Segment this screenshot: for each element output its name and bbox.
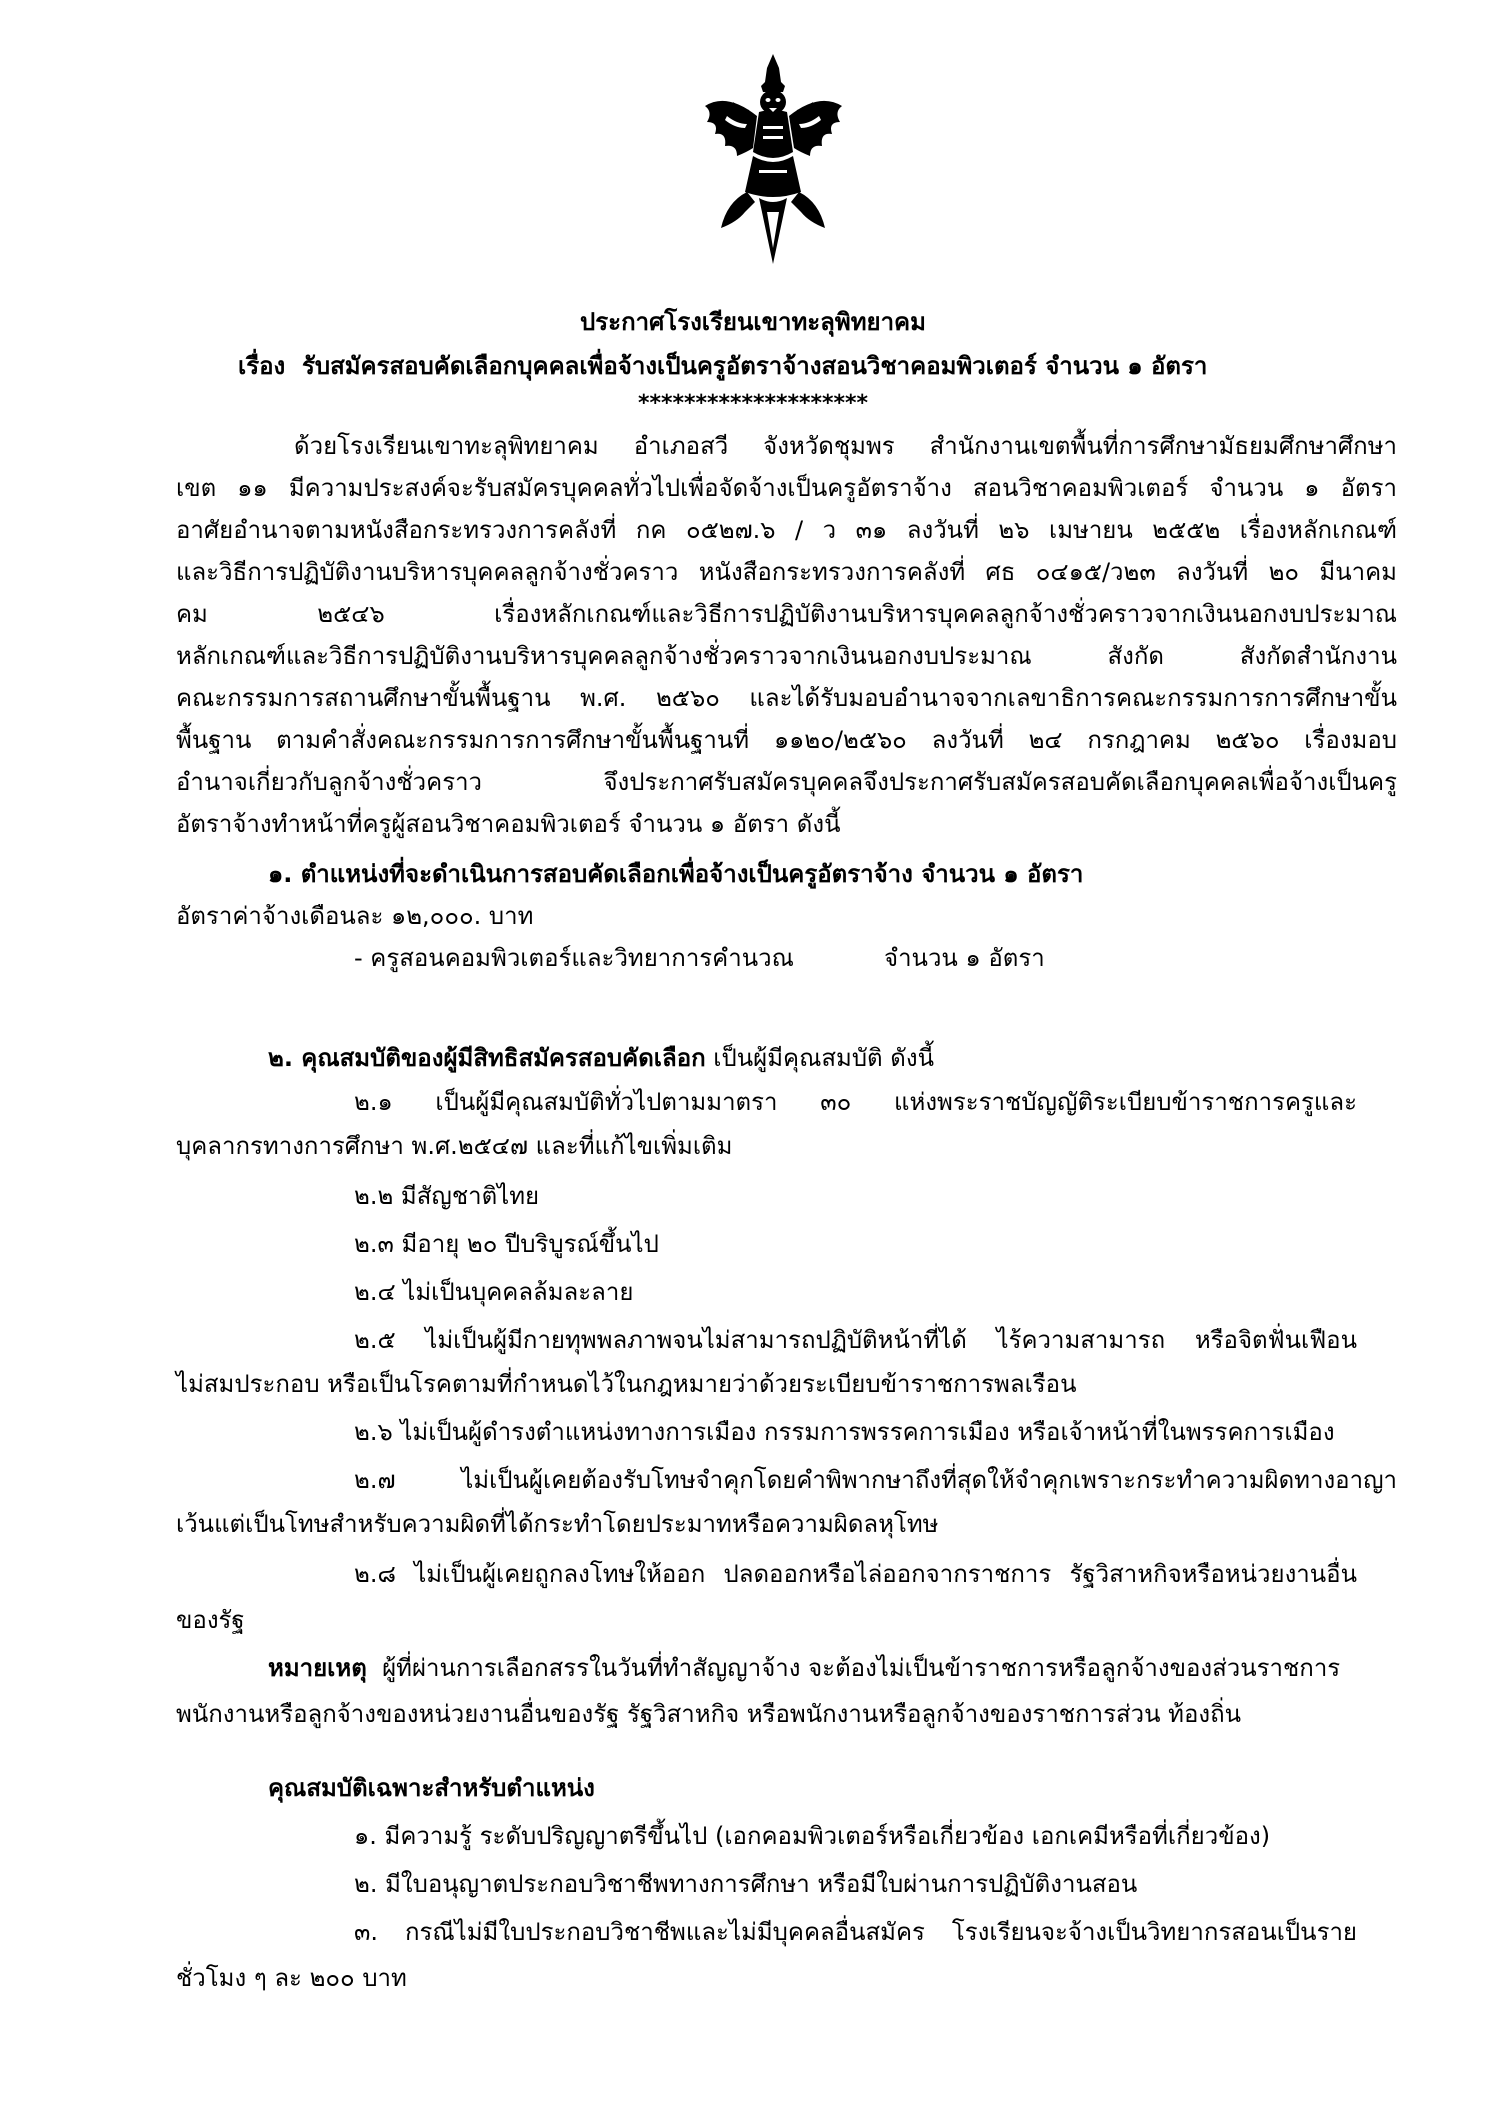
intro-line: อาศัยอำนาจตามหนังสือกระทรวงการคลังที่ กค ๐๕๒๗.๖ / ว ๓๑ ลงวันที่ ๒๖ เมษายน ๒๕๕๒ เรื่องหลักเกณฑ์ <box>176 516 1397 544</box>
qualification-item: ๒.๘ ไม่เป็นผู้เคยถูกลงโทษให้ออก ปลดออกหรือไล่ออกจากราชการ รัฐวิสาหกิจหรือหน่วยงานอื่น <box>354 1560 1357 1588</box>
intro-line: อำนาจเกี่ยวกับลูกจ้างชั่วคราว จึงประกาศรับสมัครบุคคลจึงประกาศรับสมัครสอบคัดเลือกบุคคลเพื่อจ้างเป็นครู <box>176 768 1397 796</box>
note-line <box>268 1650 1340 1686</box>
section2-heading-rest: เป็นผู้มีคุณสมบัติ ดังนี้ <box>713 1044 934 1072</box>
position-line <box>354 940 794 976</box>
qualification-item: ๒.๓ มีอายุ ๒๐ ปีบริบูรณ์ขึ้นไป <box>354 1230 659 1258</box>
intro-line: คณะกรรมการสถานศึกษาขั้นพื้นฐาน พ.ศ. ๒๕๖๐ และได้รับมอบอำนาจจากเลขาธิการคณะกรรมการการศึกษาขั้น <box>176 684 1397 712</box>
intro-line: หลักเกณฑ์และวิธีการปฏิบัติงานบริหารบุคคลลูกจ้างชั่วคราวจากเงินนอกงบประมาณ สังกัด สังกัดสำนักงาน <box>176 642 1397 670</box>
note-label: หมายเหตุ <box>268 1654 367 1682</box>
announcement-title: ประกาศโรงเรียนเขาทะลุพิทยาคม <box>580 308 926 336</box>
specific-item: ๒. มีใบอนุญาตประกอบวิชาชีพทางการศึกษา หรือมีใบผ่านการปฏิบัติงานสอน <box>354 1870 1138 1898</box>
position-count: จำนวน ๑ อัตรา <box>884 944 1045 972</box>
subject-label: เรื่อง <box>238 352 286 380</box>
qualification-item: ๒.๔ ไม่เป็นบุคคลล้มละลาย <box>354 1278 634 1306</box>
intro-line: คม ๒๕๔๖ เรื่องหลักเกณฑ์และวิธีการปฏิบัติงานบริหารบุคคลลูกจ้างชั่วคราวจากเงินนอกงบประมาณ <box>176 600 1397 628</box>
garuda-emblem-icon <box>697 52 850 265</box>
section2-heading <box>268 1040 934 1076</box>
qualification-item: บุคลากรทางการศึกษา พ.ศ.๒๕๔๗ และที่แก้ไขเพิ่มเติม <box>176 1132 733 1160</box>
star-divider: ******************** <box>637 391 869 416</box>
qualification-item: ๒.๖ ไม่เป็นผู้ดำรงตำแหน่งทางการเมือง กรรมการพรรคการเมือง หรือเจ้าหน้าที่ในพรรคการเมือง <box>354 1418 1335 1446</box>
salary-line: อัตราค่าจ้างเดือนละ ๑๒,๐๐๐. บาท <box>176 902 534 930</box>
specific-item: ๑. มีความรู้ ระดับปริญญาตรีขึ้นไป (เอกคอมพิวเตอร์หรือเกี่ยวข้อง เอกเคมีหรือที่เกี่ยวข้อง) <box>354 1822 1271 1850</box>
intro-line: ด้วยโรงเรียนเขาทะลุพิทยาคม อำเภอสวี จังหวัดชุมพร สำนักงานเขตพื้นที่การศึกษามัธยมศึกษาศึกษา <box>294 432 1397 460</box>
note-text: ผู้ที่ผ่านการเลือกสรรในวันที่ทำสัญญาจ้าง จะต้องไม่เป็นข้าราชการหรือลูกจ้างของส่วนราชการ <box>382 1654 1341 1682</box>
intro-line: พื้นฐาน ตามคำสั่งคณะกรรมการการศึกษาขั้นพื้นฐานที่ ๑๑๒๐/๒๕๖๐ ลงวันที่ ๒๔ กรกฎาคม ๒๕๖๐ เรื่องมอบ <box>176 726 1397 754</box>
specific-heading: คุณสมบัติเฉพาะสำหรับตำแหน่ง <box>268 1774 595 1802</box>
qualification-item: ไม่สมประกอบ หรือเป็นโรคตามที่กำหนดไว้ในกฎหมายว่าด้วยระเบียบข้าราชการพลเรือน <box>176 1370 1077 1398</box>
qualification-item: ๒.๑ เป็นผู้มีคุณสมบัติทั่วไปตามมาตรา ๓๐ แห่งพระราชบัญญัติระเบียบข้าราชการครูและ <box>354 1088 1357 1116</box>
note-line: พนักงานหรือลูกจ้างของหน่วยงานอื่นของรัฐ รัฐวิสาหกิจ หรือพนักงานหรือลูกจ้างของราชการส่วน ท้องถิ่น <box>176 1700 1242 1728</box>
qualification-item: เว้นแต่เป็นโทษสำหรับความผิดที่ได้กระทำโดยประมาทหรือความผิดลหุโทษ <box>176 1510 939 1538</box>
qualification-item: ๒.๕ ไม่เป็นผู้มีกายทุพพลภาพจนไม่สามารถปฏิบัติหน้าที่ได้ ไร้ความสามารถ หรือจิตฟั่นเฟือน <box>354 1326 1357 1354</box>
qualification-item: ๒.๒ มีสัญชาติไทย <box>354 1182 540 1210</box>
subject-line <box>238 348 1207 384</box>
intro-line: และวิธีการปฏิบัติงานบริหารบุคคลลูกจ้างชั่วคราว หนังสือกระทรวงการคลังที่ ศธ ๐๔๑๕/ว๒๓ ลงวันที่ ๒๐ มีนาคม <box>176 558 1397 586</box>
specific-item: ๓. กรณีไม่มีใบประกอบวิชาชีพและไม่มีบุคคลอื่นสมัคร โรงเรียนจะจ้างเป็นวิทยากรสอนเป็นราย <box>354 1918 1357 1946</box>
position-name: - ครูสอนคอมพิวเตอร์และวิทยาการคำนวณ <box>354 944 794 972</box>
intro-line: อัตราจ้างทำหน้าที่ครูผู้สอนวิชาคอมพิวเตอร์ จำนวน ๑ อัตรา ดังนี้ <box>176 810 841 838</box>
subject-text: รับสมัครสอบคัดเลือกบุคคลเพื่อจ้างเป็นครูอัตราจ้างสอนวิชาคอมพิวเตอร์ จำนวน ๑ อัตรา <box>301 352 1208 380</box>
intro-line: เขต ๑๑ มีความประสงค์จะรับสมัครบุคคลทั่วไปเพื่อจัดจ้างเป็นครูอัตราจ้าง สอนวิชาคอมพิวเตอร์ จำนวน ๑ อัตรา <box>176 474 1397 502</box>
qualification-item: ๒.๗ ไม่เป็นผู้เคยต้องรับโทษจำคุกโดยคำพิพากษาถึงที่สุดให้จำคุกเพราะกระทำความผิดทางอาญา <box>354 1466 1397 1494</box>
specific-item: ชั่วโมง ๆ ละ ๒๐๐ บาท <box>176 1964 407 1992</box>
qualification-item: ของรัฐ <box>176 1606 245 1634</box>
section1-heading: ๑. ตำแหน่งที่จะดำเนินการสอบคัดเลือกเพื่อจ้างเป็นครูอัตราจ้าง จำนวน ๑ อัตรา <box>268 860 1084 888</box>
section2-heading-bold: ๒. คุณสมบัติของผู้มีสิทธิสมัครสอบคัดเลือก <box>268 1044 706 1072</box>
